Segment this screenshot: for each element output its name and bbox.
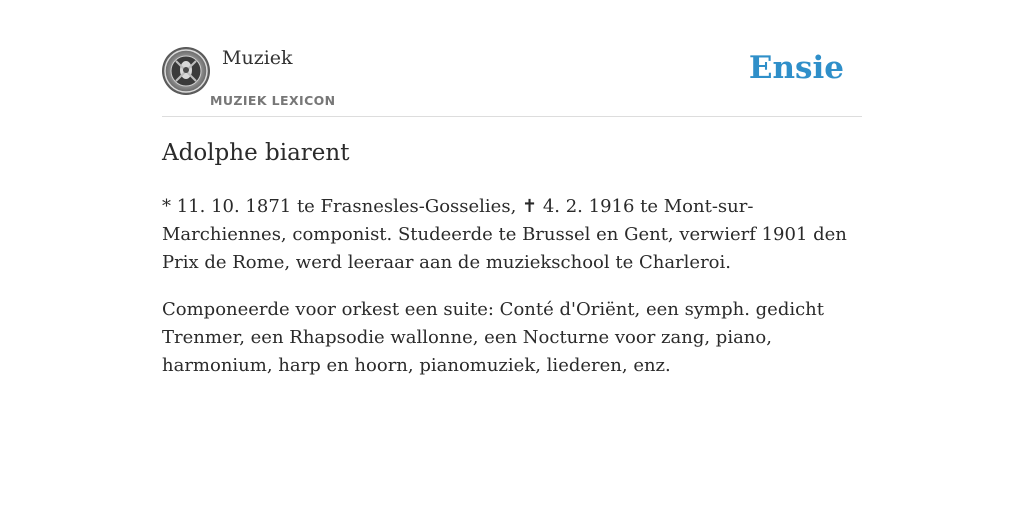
site-subtitle: MUZIEK LEXICON	[210, 93, 336, 108]
brand-logo-link[interactable]: Ensie	[748, 50, 844, 86]
music-emblem-icon[interactable]	[162, 47, 210, 95]
site-header	[162, 40, 862, 117]
article-body	[162, 193, 862, 399]
site-name-link[interactable]: Muziek	[222, 47, 293, 69]
article-paragraph: Componeerde voor orkest een suite: Conté d'Oriënt, een symph. gedicht Trenmer, een Rhapsodie wallonne, een Nocturne voor zang, piano, harmonium, harp en hoorn, pianomuziek, liederen, enz.	[162, 299, 825, 376]
article-paragraph: * 11. 10. 1871 te Frasnesles-Gosselies, ✝ 4. 2. 1916 te Mont-sur-Marchiennes, componist. Studeerde te Brussel en Gent, verwierf 1901 den Prix de Rome, werd leeraar aan de muziekschool te Charleroi.	[162, 196, 847, 273]
article-title: Adolphe biarent	[162, 140, 350, 166]
